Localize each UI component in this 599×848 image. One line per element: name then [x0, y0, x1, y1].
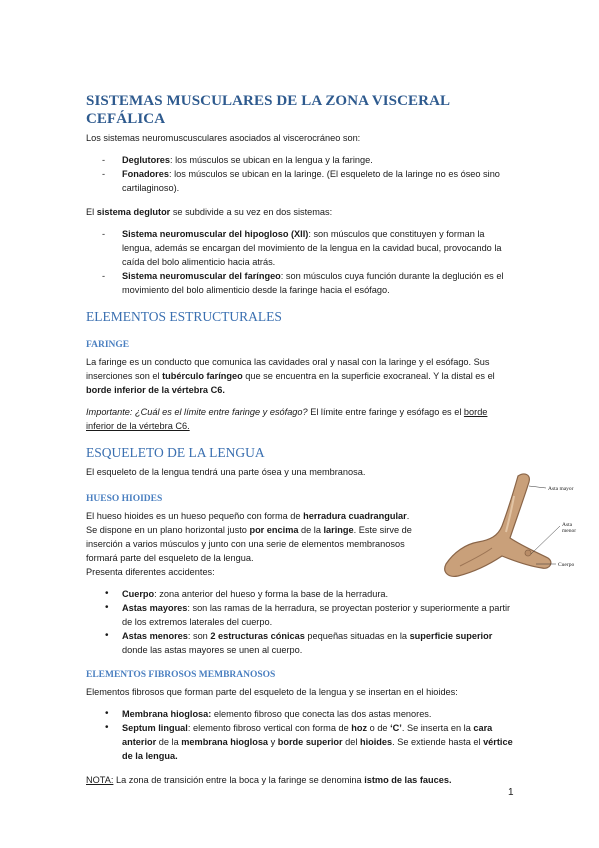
term: Sistema neuromuscular del faríngeo	[122, 271, 281, 281]
list-item	[86, 153, 516, 167]
list-item	[86, 269, 516, 297]
label-asta-menor: Asta menor	[562, 522, 577, 534]
label-cuerpo: Cuerpo	[558, 562, 575, 568]
deglutor-list	[86, 227, 516, 297]
list-item: • Astas mayores: son las ramas de la herradura, se proyectan posterior y superiormente a partir de los extremos laterales del cuerpo.	[86, 601, 516, 629]
list-item	[86, 167, 516, 195]
hyoid-bone-figure	[432, 468, 590, 586]
fibrosos-text: Elementos fibrosos que forman parte del esqueleto de la lengua y se insertan en el hioides:	[86, 687, 458, 697]
subheading-hueso: HUESO HIOIDES	[86, 494, 163, 504]
intro-text: Los sistemas neuromuscusculares asociados al viscerocráneo son:	[86, 133, 361, 143]
definition: : los músculos se ubican en la laringe. (El esqueleto de la laringe no es óseo sino cartilaginoso).	[122, 169, 500, 193]
accidentes-intro: Presenta diferentes accidentes:	[86, 567, 215, 577]
list-item: • Astas menores: son 2 estructuras cónicas pequeñas situadas en la superficie superior donde las astas mayores se unen al cuerpo.	[86, 629, 516, 657]
list-item: • Membrana hioglosa: elemento fibroso que conecta las dos astas menores.	[86, 707, 516, 721]
subheading-fibrosos: ELEMENTOS FIBROSOS MEMBRANOSOS	[86, 670, 276, 680]
definition: : son músculos cuya función durante la deglución es el movimiento del bolo alimenticio desde la faringe hacia el esófago.	[122, 271, 504, 295]
accidentes-list	[86, 587, 516, 657]
definition: : los músculos se ubican en la lengua y la faringe.	[170, 155, 373, 165]
page-number: 1	[508, 787, 514, 798]
label-asta-mayor: Asta mayor	[548, 486, 574, 492]
section-heading-esqueleto: ESQUELETO DE LA LENGUA	[86, 445, 265, 460]
term: Sistema neuromuscular del hipogloso (XII)	[122, 229, 309, 239]
page-content	[86, 92, 516, 787]
nota-text: NOTA: La zona de transición entre la boca y la faringe se denomina istmo de las fauces.	[86, 775, 452, 785]
importante-note: Importante: ¿Cuál es el límite entre faringe y esófago? El límite entre faringe y esófago es el borde inferior de la vértebra C6.	[86, 407, 488, 431]
system-types-list	[86, 153, 516, 195]
fibrosos-list	[86, 707, 516, 763]
subheading-faringe: FARINGE	[86, 340, 130, 350]
term: Fonadores	[122, 169, 169, 179]
term: Deglutores	[122, 155, 170, 165]
page-title: SISTEMAS MUSCULARES DE LA ZONA VISCERAL CEFÁLICA	[86, 93, 450, 127]
deglutor-intro: El sistema deglutor se subdivide a su vez en dos sistemas:	[86, 207, 333, 217]
section-heading-elementos: ELEMENTOS ESTRUCTURALES	[86, 309, 282, 324]
list-item	[86, 227, 516, 269]
faringe-text: La faringe es un conducto que comunica las cavidades oral y nasal con la laringe y el esófago. Sus inserciones son el tubérculo faríngeo que se encuentra en la superficie exocraneal. Y la distal es el borde inferior de la vértebra C6.	[86, 357, 495, 395]
hyoid-bone	[445, 474, 551, 576]
list-item: • Cuerpo: zona anterior del hueso y forma la base de la herradura.	[86, 587, 516, 601]
hueso-text: El hueso hioides es un hueso pequeño con forma de herradura cuadrangular. Se dispone en un plano horizontal justo por encima de la laringe. Este sirve de inserción a varios músculos y junto con una serie de elementos membranosos formará parte del esqueleto de la lengua.	[86, 511, 412, 563]
esqueleto-text: El esqueleto de la lengua tendrá una parte ósea y una membranosa.	[86, 467, 366, 477]
list-item: • Septum lingual: elemento fibroso vertical con forma de hoz o de ‘C’. Se inserta en la cara anterior de la membrana hioglosa y borde superior del hioides. Se extiende hasta el vértice de la lengua.	[86, 721, 516, 763]
definition: : son músculos que constituyen y forman la lengua, además se encargan del movimiento de la lengua en la cavidad bucal, provocando la caída del bolo alimenticio hacia atrás.	[122, 229, 502, 267]
